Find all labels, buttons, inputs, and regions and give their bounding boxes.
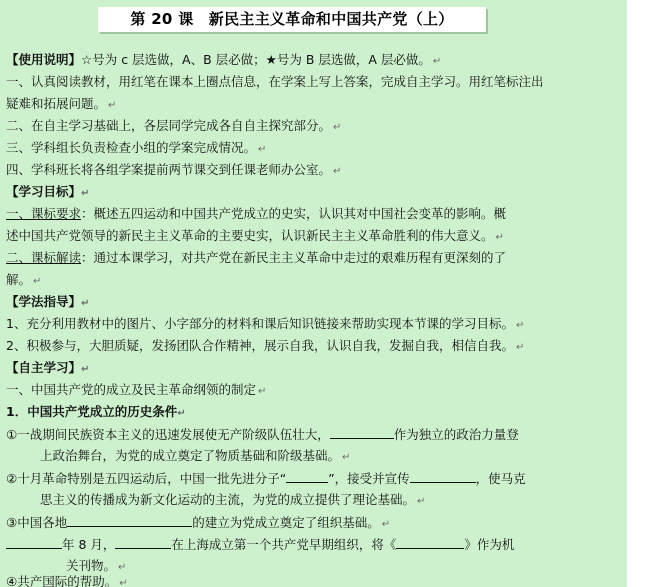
goal-text-2: ：通过本课学习，对共产党在新民主主义革命中走过的艰难历程有更深刻的了	[81, 250, 507, 265]
paragraph-mark-icon: ↵	[108, 100, 117, 111]
goal-text-2-cont: 解。	[6, 272, 32, 287]
item-1-cont: 上政治舞台，为党的成立奠定了物质基础和阶级基础。	[40, 448, 341, 463]
item-4-text: ④共产国际的帮助。	[6, 574, 118, 587]
paragraph-mark-icon: ↵	[81, 298, 90, 309]
fill-blank-6[interactable]	[115, 536, 171, 549]
usage-line-3	[6, 140, 266, 158]
item-2-text-post: ，使马克	[475, 471, 526, 486]
paragraph-mark-icon: ↵	[515, 342, 525, 353]
paragraph-mark-icon: ↵	[417, 496, 426, 507]
goals-heading	[6, 184, 89, 202]
goals-line-2b	[6, 272, 41, 290]
paragraph-mark-icon: ↵	[432, 56, 442, 67]
item-1-cont-line	[40, 448, 350, 466]
line-4-text-d: 关刊物。	[66, 558, 117, 573]
paragraph-mark-icon: ↵	[81, 364, 90, 375]
paragraph-mark-icon: ↵	[381, 519, 391, 530]
usage-stars-note: ☆号为 c 层选做，A、B 层必做；★号为 B 层选做，A 层必做。	[81, 52, 431, 67]
paragraph-mark-icon: ↵	[333, 122, 342, 133]
fill-blank-1[interactable]	[330, 426, 394, 439]
fill-blank-4[interactable]	[67, 514, 192, 527]
fill-blank-5[interactable]	[6, 536, 62, 549]
item-4-line	[6, 574, 128, 587]
line-4-text-c: 》作为机	[464, 537, 515, 552]
usage-line-2	[6, 118, 341, 136]
lesson-title: 第 20 课 新民主主义革命和中国共产党（上）	[98, 7, 486, 32]
item-2-text-mid: ”，接受并宣传	[328, 471, 410, 486]
goals-heading-text: 【学习目标】	[6, 184, 82, 199]
method-line-1	[6, 316, 524, 334]
goals-line-1b	[6, 228, 504, 246]
item-1-text: ①一战期间民族资本主义的迅速发展使无产阶级队伍壮大，	[6, 427, 330, 442]
goal-label-interpretation: 二、课标解读	[6, 250, 82, 265]
usage-line-1b	[6, 96, 116, 114]
method-item-2: 2、积极参与，大胆质疑，发扬团队合作精神，展示自我，认识自我，发掘自我，相信自我。	[6, 338, 514, 353]
item-1-text-post: 作为独立的政治力量登	[393, 427, 519, 442]
goals-line-1	[6, 206, 506, 222]
item-2-cont-line	[40, 492, 425, 510]
paragraph-mark-icon: ↵	[33, 276, 42, 287]
method-heading-text: 【学法指导】	[6, 294, 82, 309]
usage-item-1: 一、认真阅读教材，用红笔在课本上圈点信息，在学案上写上答案，完成自主学习。用红笔标注出	[6, 74, 544, 89]
goals-line-2	[6, 250, 506, 266]
item-3-text: ③中国各地	[6, 515, 68, 530]
fill-blank-3[interactable]	[410, 470, 476, 483]
method-line-2	[6, 338, 524, 356]
method-heading	[6, 294, 89, 312]
usage-item-1-cont: 疑难和拓展问题。	[6, 96, 107, 111]
paragraph-mark-icon: ↵	[118, 562, 127, 573]
usage-item-2: 二、在自主学习基础上，各层同学完成各自自主探究部分。	[6, 118, 332, 133]
fill-blank-2[interactable]	[286, 470, 328, 483]
usage-item-3: 三、学科组长负责检查小组的学案完成情况。	[6, 140, 257, 155]
item-1-line	[6, 426, 519, 443]
usage-item-4: 四、学科班长将各组学案提前两节课交到任课老师办公室。	[6, 162, 332, 177]
item-2-line	[6, 470, 526, 487]
section-1-title: 一、中国共产党的成立及民主革命纲领的制定	[6, 382, 257, 397]
paragraph-mark-icon: ↵	[81, 188, 90, 199]
line-4	[6, 536, 514, 553]
paragraph-mark-icon: ↵	[119, 578, 128, 587]
line-4-text-b: 在上海成立第一个共产党早期组织，将《	[171, 537, 397, 552]
paragraph-mark-icon: ↵	[177, 408, 186, 419]
usage-line-1	[6, 74, 544, 90]
paragraph-mark-icon: ↵	[258, 144, 267, 155]
paragraph-mark-icon: ↵	[515, 320, 525, 331]
goal-text-1: ：概述五四运动和中国共产党成立的史实，认识其对中国社会变革的影响。概	[81, 206, 507, 221]
self-study-heading	[6, 360, 89, 378]
paragraph-mark-icon: ↵	[258, 386, 267, 397]
sub-1-title: 1．中国共产党成立的历史条件	[6, 404, 178, 419]
method-item-1: 1、充分利用教材中的图片、小字部分的材料和课后知识链接来帮助实现本节课的学习目标。	[6, 316, 514, 331]
fill-blank-7[interactable]	[396, 536, 464, 549]
usage-line-0	[6, 52, 441, 70]
usage-line-4	[6, 162, 341, 180]
sub-1-line	[6, 404, 186, 422]
item-2-cont: 思主义的传播成为新文化运动的主流，为党的成立提供了理论基础。	[40, 492, 416, 507]
paragraph-mark-icon: ↵	[333, 166, 342, 177]
item-3-text-post: 的建立为党成立奠定了组织基础。	[192, 515, 380, 530]
usage-heading: 【使用说明】	[6, 52, 82, 67]
goal-label-requirement: 一、课标要求	[6, 206, 82, 221]
self-study-heading-text: 【自主学习】	[6, 360, 82, 375]
item-2-text: ②十月革命特别是五四运动后，中国一批先进分子“	[6, 471, 287, 486]
paragraph-mark-icon: ↵	[342, 452, 351, 463]
paragraph-mark-icon: ↵	[495, 232, 504, 243]
section-1-line	[6, 382, 266, 400]
line-4-text-a: 年 8 月，	[62, 537, 116, 552]
goal-text-1-cont: 述中国共产党领导的新民主主义革命的主要史实，认识新民主主义革命胜利的伟大意义。	[6, 228, 494, 243]
item-3-line	[6, 514, 390, 533]
